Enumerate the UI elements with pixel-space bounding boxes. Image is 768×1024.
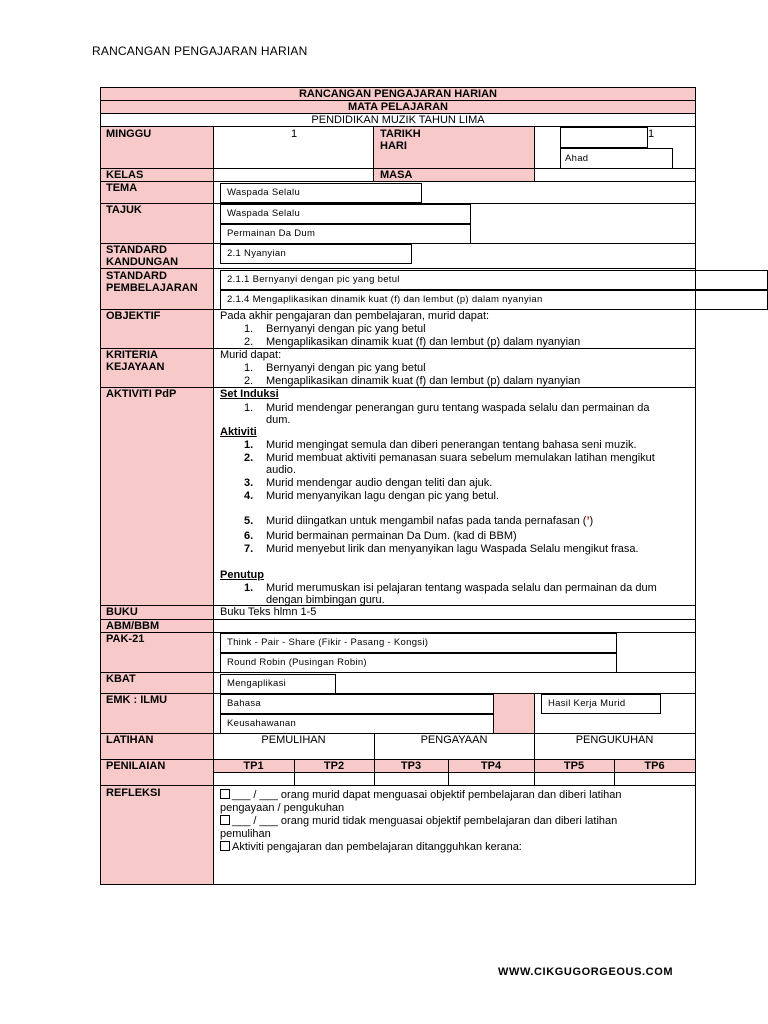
- refleksi-label: REFLEKSI: [106, 787, 161, 799]
- kbat-value: Mengaplikasi: [220, 674, 336, 694]
- pak21-value-2: Round Robin (Pusingan Robin): [220, 653, 617, 673]
- masa-label: MASA: [380, 169, 413, 181]
- standard-kandungan-label-2: KANDUNGAN: [106, 256, 179, 268]
- penilaian-label: PENILAIAN: [106, 760, 166, 772]
- kelas-label: KELAS: [106, 169, 144, 181]
- kriteria-intro: Murid dapat:: [220, 349, 282, 361]
- aktiviti-label: AKTIVITI PdP: [106, 388, 177, 400]
- kriteria-item-1: Bernyanyi dengan pic yang betul: [266, 362, 426, 374]
- emk-right-value: Hasil Kerja Murid: [541, 694, 661, 714]
- breath-mark: ’: [586, 515, 590, 527]
- standard-pembelajaran-value-1: 2.1.1 Bernyanyi dengan pic yang betul: [220, 270, 768, 290]
- minggu-label: MINGGU: [106, 128, 152, 140]
- checkbox-icon[interactable]: [220, 841, 230, 851]
- penilaian-tp5: TP5: [563, 760, 585, 772]
- penilaian-tp3: TP3: [400, 760, 422, 772]
- emk-value-1: Bahasa: [220, 694, 494, 714]
- emk-label: EMK : ILMU: [106, 694, 168, 706]
- tarikh-label: TARIKH: [380, 128, 421, 140]
- tajuk-value-1: Waspada Selalu: [220, 204, 471, 224]
- refleksi-line-2b: pemulihan: [220, 828, 271, 840]
- objektif-item-2: Mengaplikasikan dinamik kuat (f) dan lembut (p) dalam nyanyian: [266, 336, 581, 348]
- refleksi-line-2: [220, 815, 617, 827]
- objektif-intro: Pada akhir pengajaran dan pembelajaran, murid dapat:: [220, 310, 490, 322]
- kriteria-label-2: KEJAYAAN: [106, 361, 165, 373]
- tajuk-value-2: Permainan Da Dum: [220, 224, 471, 244]
- page-header: RANCANGAN PENGAJARAN HARIAN: [92, 44, 308, 58]
- penutup-heading: Penutup: [220, 569, 264, 581]
- refleksi-line-1b: pengayaan / pengukuhan: [220, 802, 345, 814]
- aktiviti-item-5-text: Murid diingatkan untuk mengambil nafas pada tanda pernafasan (: [266, 515, 587, 527]
- aktiviti-item-5: [266, 515, 593, 527]
- tajuk-label: TAJUK: [106, 204, 142, 216]
- checkbox-icon[interactable]: [220, 815, 230, 825]
- objektif-item-1: Bernyanyi dengan pic yang betul: [266, 323, 426, 335]
- buku-label: BUKU: [106, 606, 138, 618]
- standard-kandungan-value: 2.1 Nyanyian: [220, 244, 412, 264]
- aktiviti-item-7: Murid menyebut lirik dan menyanyikan lagu Waspada Selalu mengikut frasa.: [266, 543, 639, 555]
- standard-kandungan-label-1: STANDARD: [106, 244, 167, 256]
- tarikh-value: 1: [648, 128, 655, 140]
- latihan-pengayaan: PENGAYAAN: [420, 734, 488, 746]
- penutup-item-1a: Murid merumuskan isi pelajaran tentang waspada selalu dan permainan da dum: [266, 582, 657, 594]
- aktiviti-item-1: Murid mengingat semula dan diberi penerangan tentang bahasa seni muzik.: [266, 439, 637, 451]
- induksi-item-1b: dum.: [266, 414, 291, 426]
- aktiviti-item-6: Murid bermainan permainan Da Dum. (kad di BBM): [266, 530, 517, 542]
- latihan-label: LATIHAN: [106, 734, 154, 746]
- minggu-value: 1: [290, 128, 298, 140]
- latihan-pemulihan: PEMULIHAN: [261, 734, 326, 746]
- emk-value-2: Keusahawanan: [220, 714, 494, 734]
- aktiviti-item-2b: audio.: [266, 464, 296, 476]
- penilaian-tp4: TP4: [480, 760, 502, 772]
- refleksi-line-1a: ___ / ___ orang murid dapat menguasai objektif pembelajaran dan diberi latihan: [232, 789, 622, 801]
- refleksi-line-3: [220, 841, 522, 853]
- abm-label: ABM/BBM: [106, 620, 160, 632]
- refleksi-line-3-text: Aktiviti pengajaran dan pembelajaran ditangguhkan kerana:: [232, 841, 522, 853]
- aktiviti-item-2a: Murid membuat aktiviti pemanasan suara sebelum memulakan latihan mengikut: [266, 452, 655, 464]
- induksi-item-1a: Murid mendengar penerangan guru tentang waspada selalu dan permainan da: [266, 402, 650, 414]
- latihan-pengukuhan: PENGUKUHAN: [575, 734, 654, 746]
- pak21-label: PAK-21: [106, 633, 145, 645]
- penilaian-tp6: TP6: [644, 760, 665, 772]
- penilaian-tp2: TP2: [323, 760, 345, 772]
- checkbox-icon[interactable]: [220, 789, 230, 799]
- aktiviti-item-3: Murid mendengar audio dengan teliti dan ajuk.: [266, 477, 493, 489]
- title-line-1: RANCANGAN PENGAJARAN HARIAN: [298, 88, 497, 100]
- tema-label: TEMA: [106, 182, 138, 194]
- standard-pembelajaran-value-2: 2.1.4 Mengaplikasikan dinamik kuat (f) dan lembut (p) dalam nyanyian: [220, 290, 768, 310]
- hari-label: HARI: [380, 140, 407, 152]
- title-line-2: MATA PELAJARAN: [347, 101, 448, 113]
- aktiviti-item-4: Murid menyanyikan lagu dengan pic yang betul.: [266, 490, 499, 502]
- buku-value: Buku Teks hlmn 1-5: [220, 606, 317, 618]
- kbat-label: KBAT: [106, 673, 136, 685]
- standard-pembelajaran-label-1: STANDARD: [106, 270, 167, 282]
- kriteria-item-2: Mengaplikasikan dinamik kuat (f) dan lembut (p) dalam nyanyian: [266, 375, 581, 387]
- hari-value: Ahad: [565, 153, 589, 164]
- refleksi-line-1: [220, 789, 622, 801]
- set-induksi-heading: Set Induksi: [220, 388, 279, 400]
- penutup-item-1b: dengan bimbingan guru.: [266, 594, 385, 606]
- objektif-label: OBJEKTIF: [106, 310, 161, 322]
- standard-pembelajaran-label-2: PEMBELAJARAN: [106, 282, 198, 294]
- penilaian-tp1: TP1: [243, 760, 264, 772]
- refleksi-line-2a: ___ / ___ orang murid tidak menguasai objektif pembelajaran dan diberi latihan: [232, 815, 618, 827]
- footer-url[interactable]: WWW.CIKGUGORGEOUS.COM: [498, 966, 674, 978]
- kriteria-label-1: KRITERIA: [106, 349, 158, 361]
- title-line-3: PENDIDIKAN MUZIK TAHUN LIMA: [311, 114, 485, 126]
- aktiviti-item-5-end: ): [589, 515, 594, 527]
- aktiviti-heading: Aktiviti: [220, 426, 257, 438]
- pak21-value-1: Think - Pair - Share (Fikir - Pasang - Kongsi): [220, 633, 617, 653]
- tema-value: Waspada Selalu: [220, 183, 422, 203]
